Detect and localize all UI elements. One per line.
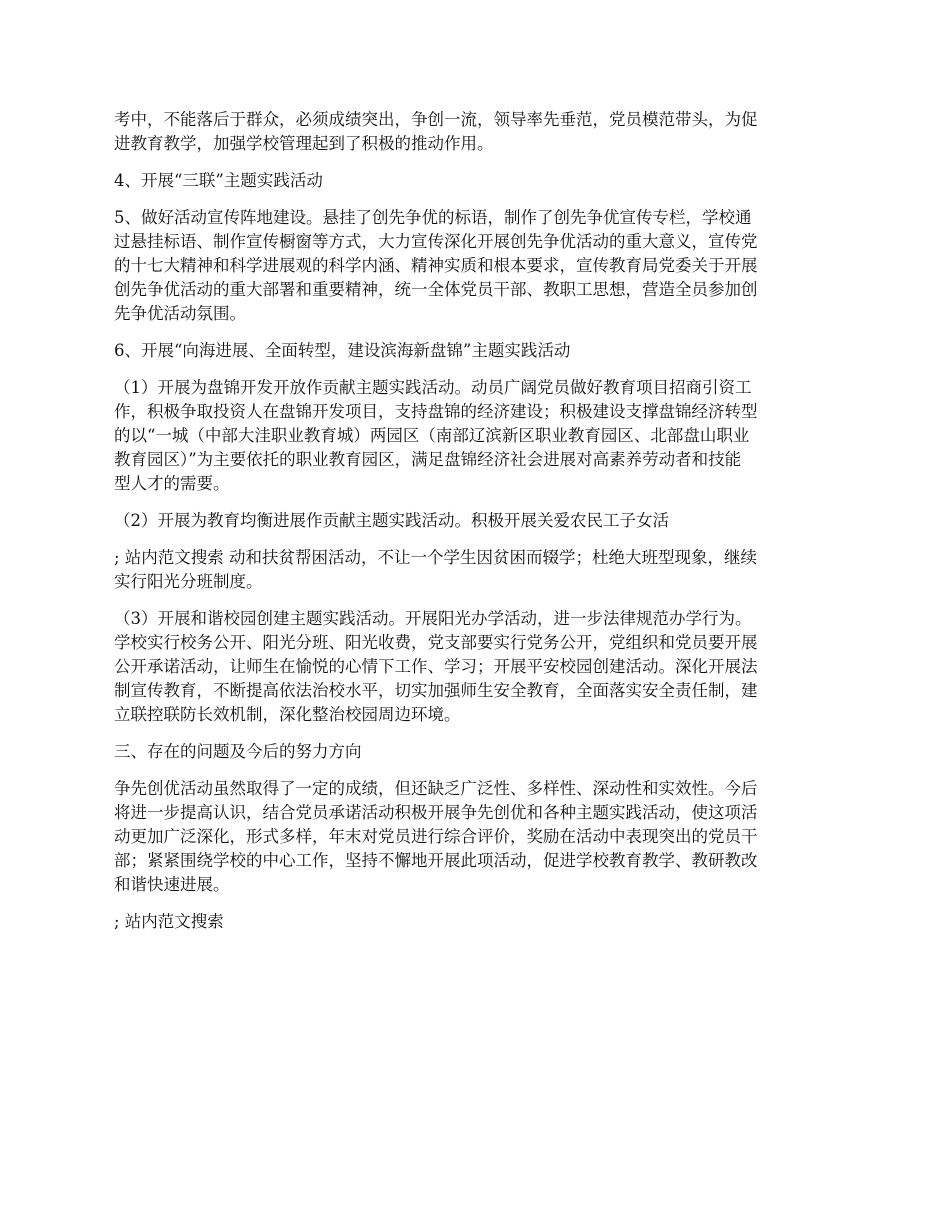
- paragraph-item-2: （2）开展为教育均衡进展作贡献主题实践活动。积极开展关爱农民工子女活: [114, 511, 669, 530]
- heading-coastal-panjin-activity: 6、开展“向海进展、全面转型，建设滨海新盘锦”主题实践活动: [114, 341, 571, 360]
- paragraph-problems-direction: 争先创优活动虽然取得了一定的成绩，但还缺乏广泛性、多样性、深动性和实效性。今后 将进一步提高认识，结合党员承诺活动积极开展争先创优和各种主题实践活动，使这项活 动更加广泛深化，形式多样，年末对党员进行综合评价，奖励在活动中表现突出的党员干 部；紧紧围绕学校的中心工作，坚持不懈地开展此项活动，促进学校教育教学、教研教改 和谐快速进展。: [114, 779, 758, 894]
- site-search-footer: ; 站内范文搜索: [114, 912, 224, 931]
- paragraph-item-2-continued: ; 站内范文搜索 动和扶贫帮困活动，不让一个学生因贫困而辍学；杜绝大班型现象，继续 实行阳光分班制度。: [114, 548, 758, 591]
- paragraph-publicity-construction: 5、做好活动宣传阵地建设。悬挂了创先争优的标语，制作了创先争优宣传专栏，学校通 过悬挂标语、制作宣传橱窗等方式，大力宣传深化开展创先争优活动的重大意义，宣传党 的十七大精神和科学进展观的科学内涵、精神实质和根本要求，宣传教育局党委关于开展 创先争优活动的重大部署和重要精神，统一全体党员干部、教职工思想，营造全员参加创 先争优活动氛围。: [114, 208, 758, 323]
- paragraph-item-1: （1）开展为盘锦开发开放作贡献主题实践活动。动员广阔党员做好教育项目招商引资工 作，积极争取投资人在盘锦开发项目，支持盘锦的经济建设；积极建设支撑盘锦经济转型 的以“一城（中部大洼职业教育城）两园区（南部辽滨新区职业教育园区、北部盘山职业 教育园区）”为主要依托的职业教育园区，满足盘锦经济社会进展对高素养劳动者和技能 型人才的需要。: [114, 378, 758, 493]
- section-heading-problems: 三、存在的问题及今后的努力方向: [114, 742, 362, 761]
- paragraph-item-3: （3）开展和谐校园创建主题实践活动。开展阳光办学活动，进一步法律规范办学行为。 学校实行校务公开、阳光分班、阳光收费，党支部要实行党务公开，党组织和党员要开展 公开承诺活动，让师生在愉悦的心情下工作、学习；开展平安校园创建活动。深化开展法 制宣传教育，不断提高依法治校水平，切实加强师生安全教育，全面落实安全责任制，建 立联控联防长效机制，深化整治校园周边环境。: [114, 609, 758, 724]
- heading-sanlian-activity: 4、开展“三联”主题实践活动: [114, 171, 323, 190]
- paragraph-continuation: 考中，不能落后于群众，必须成绩突出，争创一流，领导率先垂范，党员模范带头，为促 进教育教学，加强学校管理起到了积极的推动作用。: [114, 110, 758, 153]
- document-page: [114, 108, 842, 947]
